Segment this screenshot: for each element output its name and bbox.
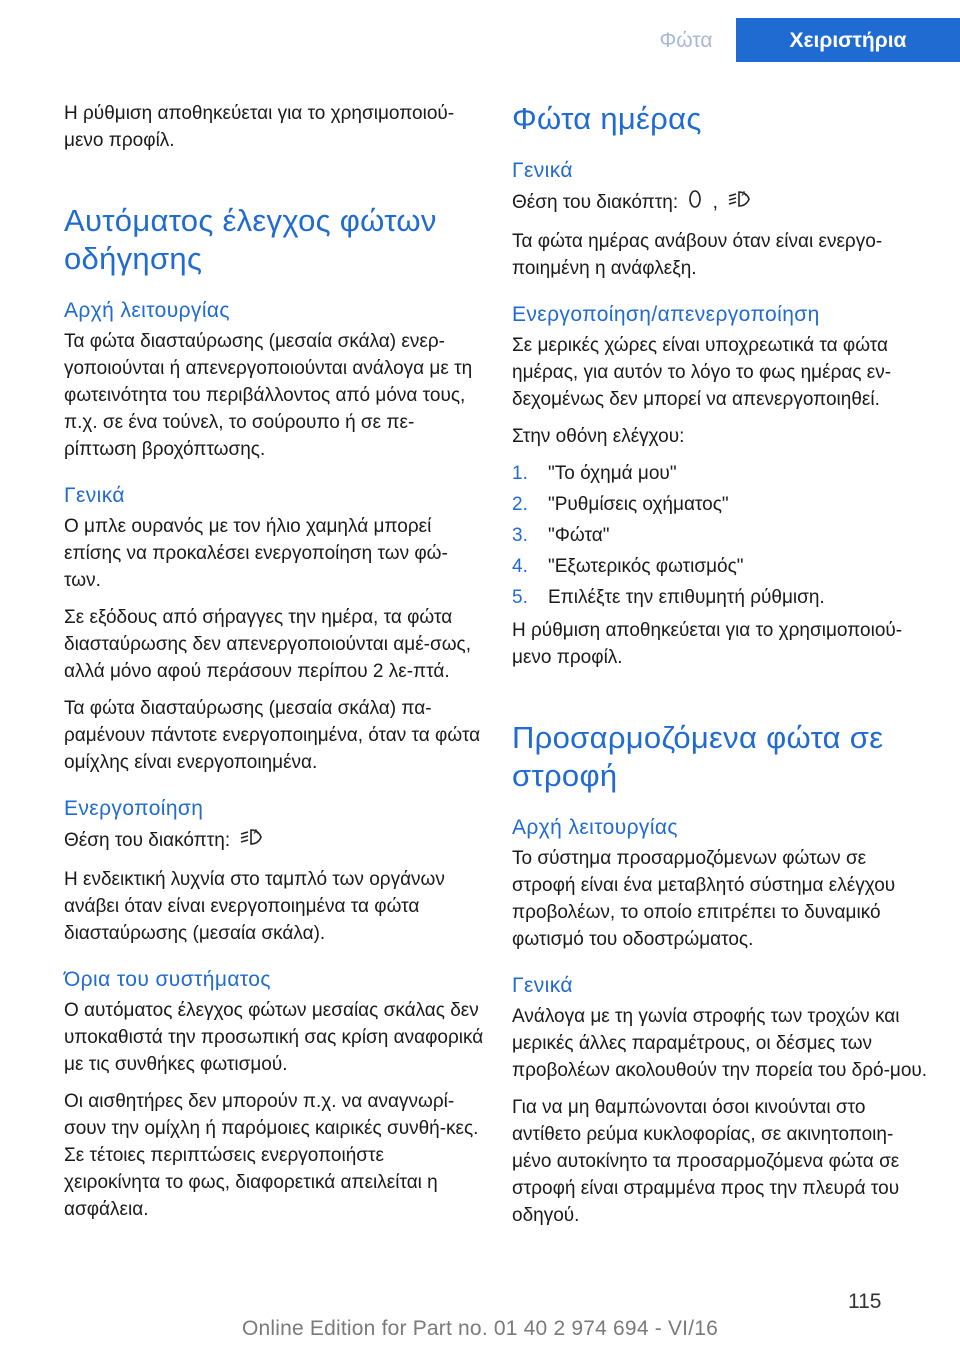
activation-text: Η ενδεικτική λυχνία στο ταμπλό των οργάνων ανάβει όταν είναι ενεργοποιημένα τα φώτα διασταύρωσης (μεσαία σκάλα). — [64, 869, 445, 944]
list-item — [512, 584, 932, 611]
daytime-general-text: Τα φώτα ημέρας ανάβουν όταν είναι ενεργο-ποιημένη η ανάφλεξη. — [512, 231, 883, 279]
intro-paragraph: Η ρύθμιση αποθηκεύεται για το χρησιμοποιού-μενο προφίλ. — [64, 103, 455, 151]
activation-switch-label: Θέση του διακόπτη: — [64, 830, 231, 852]
step-number: 4. — [512, 556, 528, 577]
switch-separator: , — [712, 192, 718, 214]
general-paragraph-2: Σε εξόδους από σήραγγες την ημέρα, τα φώτα διασταύρωσης δεν απενεργοποιούνται αμέ-σως, αλλά μόνο αφού περάσουν περίπου 2 λε-πτά. — [64, 607, 471, 682]
heading-activation: Ενεργοποίηση — [64, 797, 204, 820]
general-paragraph-1: Ο μπλε ουρανός με τον ήλιο χαμηλά μπορεί επίσης να προκαλέσει ενεργοποίηση των φώ-των. — [64, 516, 448, 591]
page-header — [0, 0, 960, 62]
heading-general: Γενικά — [64, 484, 125, 507]
section-title-daytime-lights: Φώτα ημέρας — [512, 101, 702, 136]
list-item — [512, 553, 932, 580]
step-number: 1. — [512, 463, 528, 484]
toggle-text: Σε μερικές χώρες είναι υποχρεωτικά τα φώτα ημέρας, για αυτόν το λόγο το φως ημέρας εν-δεχομένως δεν μπορεί να απενεργοποιηθεί. — [512, 335, 892, 410]
section-title-auto-headlights: Αυτόματος έλεγχος φώτων οδήγησης — [64, 203, 437, 276]
edition-footer: Online Edition for Part no. 01 40 2 974 694 - VI/16 — [241, 1317, 718, 1340]
adaptive-principle-text: Το σύστημα προσαρμοζόμενων φώτων σε στροφή είναι ένα μεταβλητό σύστημα ελέγχου προβολέων, το οποίο επιτρέπει το δυναμικό φωτισμό του οδοστρώματος. — [512, 848, 896, 950]
svg-text:A: A — [741, 190, 747, 198]
auto-headlight-switch-icon — [727, 188, 753, 218]
step-text: "Ρυθμίσεις οχήματος" — [548, 494, 729, 515]
general-paragraph-3: Τα φώτα διασταύρωσης (μεσαία σκάλα) πα-ραμένουν πάντοτε ενεργοποιημένα, όταν τα φώτα ομίχλης είναι ενεργοποιημένα. — [64, 698, 481, 773]
control-display-label: Στην οθόνη ελέγχου: — [512, 426, 685, 447]
heading-principle-adaptive: Αρχή λειτουργίας — [512, 816, 678, 839]
list-item — [512, 460, 932, 487]
left-column — [64, 100, 484, 1233]
activation-switch-line — [64, 826, 484, 856]
step-text: "Εξωτερικός φωτισμός" — [548, 556, 744, 577]
right-column — [512, 100, 932, 1239]
heading-general-adaptive: Γενικά — [512, 974, 573, 997]
list-item — [512, 491, 932, 518]
adaptive-general-paragraph-1: Ανάλογα με τη γωνία στροφής των τροχών και μερικές άλλες παραμέτρους, οι δέσμες των προβολέων ακολουθούν την πορεία του δρό-μου. — [512, 1006, 928, 1081]
list-item — [512, 522, 932, 549]
svg-text:A: A — [253, 828, 259, 836]
step-text: Επιλέξτε την επιθυμητή ρύθμιση. — [548, 587, 825, 608]
auto-headlight-switch-icon — [239, 826, 265, 856]
heading-system-limits: Όρια του συστήματος — [64, 968, 271, 991]
switch-off-icon — [687, 188, 703, 218]
limits-paragraph-2: Οι αισθητήρες δεν μπορούν π.χ. να αναγνωρί-σουν την ομίχλη ή παρόμοιες καιρικές συνθή-κες. Σε τέτοιες περιπτώσεις ενεργοποιήστε χειροκίνητα το φως, διαφορετικά απειλείται η ασφάλεια. — [64, 1091, 479, 1220]
heading-activation-deactivation: Ενεργοποίηση/απενεργοποίηση — [512, 303, 820, 326]
daytime-switch-line — [512, 188, 932, 218]
daytime-switch-label: Θέση του διακόπτη: — [512, 192, 679, 214]
step-text: "Φώτα" — [548, 525, 610, 546]
heading-principle: Αρχή λειτουργίας — [64, 299, 230, 322]
principle-text: Τα φώτα διασταύρωσης (μεσαία σκάλα) ενερ-γοποιούνται ή απενεργοποιούνται ανάλογα με τη φωτεινότητα του περιβάλλοντος από μόνα τους, π.χ. σε ένα τούνελ, το σούρουπο ή σε πε-ρίπτωση βροχόπτωσης. — [64, 331, 473, 460]
steps-list — [512, 460, 932, 611]
step-number: 5. — [512, 587, 528, 608]
step-number: 2. — [512, 494, 528, 515]
step-text: "Το όχημά μου" — [548, 463, 677, 484]
saved-setting-text: Η ρύθμιση αποθηκεύεται για το χρησιμοποιού-μενο προφίλ. — [512, 620, 903, 668]
page-number: 115 — [848, 1290, 882, 1313]
adaptive-general-paragraph-2: Για να μη θαμπώνονται όσοι κινούνται στο αντίθετο ρεύμα κυκλοφορίας, σε ακινητοποιη-μένο αυτοκίνητο τα προσαρμοζόμενα φώτα σε στροφή είναι στραμμένα προς την πλευρά του οδηγού. — [512, 1097, 900, 1226]
step-number: 3. — [512, 525, 528, 546]
section-title-adaptive-lights: Προσαρμοζόμενα φώτα σε στροφή — [512, 720, 884, 793]
limits-paragraph-1: Ο αυτόματος έλεγχος φώτων μεσαίας σκάλας δεν υποκαθιστά την προσωπική σας κρίση αναφορικά με τις συνθήκες φωτισμού. — [64, 1000, 484, 1075]
header-tab-controls: Χειριστήρια — [736, 18, 960, 62]
header-tab-lights: Φώτα — [659, 29, 713, 52]
heading-general-daytime: Γενικά — [512, 159, 573, 182]
